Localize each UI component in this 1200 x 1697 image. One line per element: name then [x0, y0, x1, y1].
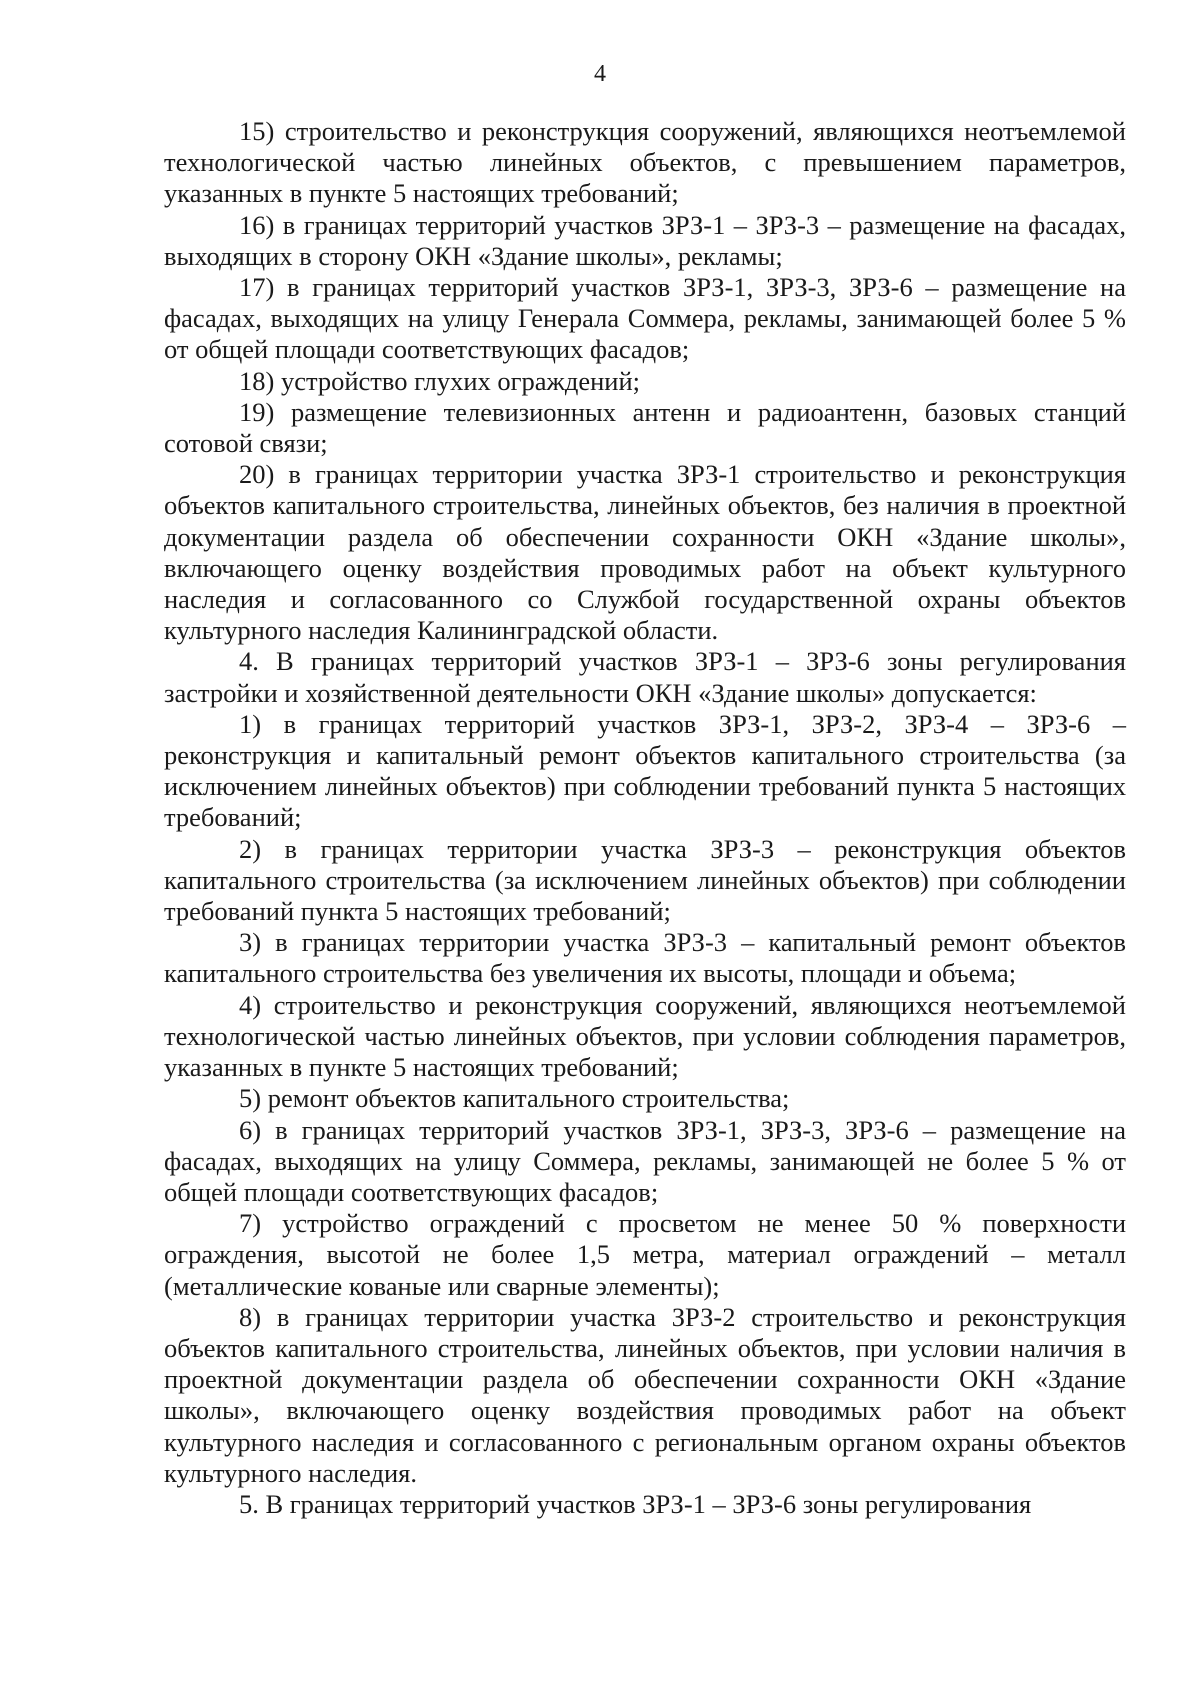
section-4-item-8: 8) в границах территории участка ЗРЗ-2 строительство и реконструкция объектов капитального строительства, линейных объектов, при условии наличия в проектной документации раздела об обеспечении сохранности ОКН «Здание школы», включающего оценку воздействия проводимых работ на объект культурного наследия и согласованного с региональным органом охраны объектов культурного наследия.	[164, 1301, 1126, 1488]
section-4-item-6: 6) в границах территорий участков ЗРЗ-1, ЗРЗ-3, ЗРЗ-6 – размещение на фасадах, выходящих на улицу Соммера, рекламы, занимающей не более 5 % от общей площади соответствующих фасадов;	[164, 1114, 1126, 1207]
clause-16: 16) в границах территорий участков ЗРЗ-1 – ЗРЗ-3 – размещение на фасадах, выходящих в сторону ОКН «Здание школы», рекламы;	[164, 209, 1126, 271]
clause-15: 15) строительство и реконструкция сооружений, являющихся неотъемлемой технологической частью линейных объектов, с превышением параметров, указанных в пункте 5 настоящих требований;	[164, 116, 1126, 209]
section-5-heading: 5. В границах территорий участков ЗРЗ-1 – ЗРЗ-6 зоны регулирования	[239, 1488, 1032, 1519]
section-4-item-5: 5) ремонт объектов капитального строительства;	[239, 1083, 790, 1114]
section-4-heading: 4. В границах территорий участков ЗРЗ-1 – ЗРЗ-6 зоны регулирования застройки и хозяйственной деятельности ОКН «Здание школы» допускается:	[164, 646, 1126, 708]
clause-18: 18) устройство глухих ограждений;	[239, 365, 640, 396]
document-body	[164, 116, 1126, 1520]
section-4-item-3: 3) в границах территории участка ЗРЗ-3 – капитальный ремонт объектов капитального строительства без увеличения их высоты, площади и объема;	[164, 927, 1126, 989]
clause-20: 20) в границах территории участка ЗРЗ-1 строительство и реконструкция объектов капитального строительства, линейных объектов, без наличия в проектной документации раздела об обеспечении сохранности ОКН «Здание школы», включающего оценку воздействия проводимых работ на объект культурного наследия и согласованного со Службой государственной охраны объектов культурного наследия Калининградской области.	[164, 459, 1126, 646]
clause-17: 17) в границах территорий участков ЗРЗ-1, ЗРЗ-3, ЗРЗ-6 – размещение на фасадах, выходящих на улицу Генерала Соммера, рекламы, занимающей более 5 % от общей площади соответствующих фасадов;	[164, 272, 1126, 365]
section-4-item-7: 7) устройство ограждений с просветом не менее 50 % поверхности ограждения, высотой не более 1,5 метра, материал ограждений – металл (металлические кованые или сварные элементы);	[164, 1208, 1126, 1301]
clause-19: 19) размещение телевизионных антенн и радиоантенн, базовых станций сотовой связи;	[164, 396, 1126, 459]
section-4-item-4: 4) строительство и реконструкция сооружений, являющихся неотъемлемой технологической частью линейных объектов, при условии соблюдения параметров, указанных в пункте 5 настоящих требований;	[164, 989, 1126, 1083]
page-number: 4	[594, 61, 606, 87]
section-4-item-1: 1) в границах территорий участков ЗРЗ-1, ЗРЗ-2, ЗРЗ-4 – ЗРЗ-6 – реконструкция и капитальный ремонт объектов капитального строительства (за исключением линейных объектов) при соблюдении требований пункта 5 настоящих требований;	[164, 708, 1126, 833]
section-4-item-2: 2) в границах территории участка ЗРЗ-3 – реконструкция объектов капитального строительства (за исключением линейных объектов) при соблюдении требований пункта 5 настоящих требований;	[164, 833, 1126, 927]
